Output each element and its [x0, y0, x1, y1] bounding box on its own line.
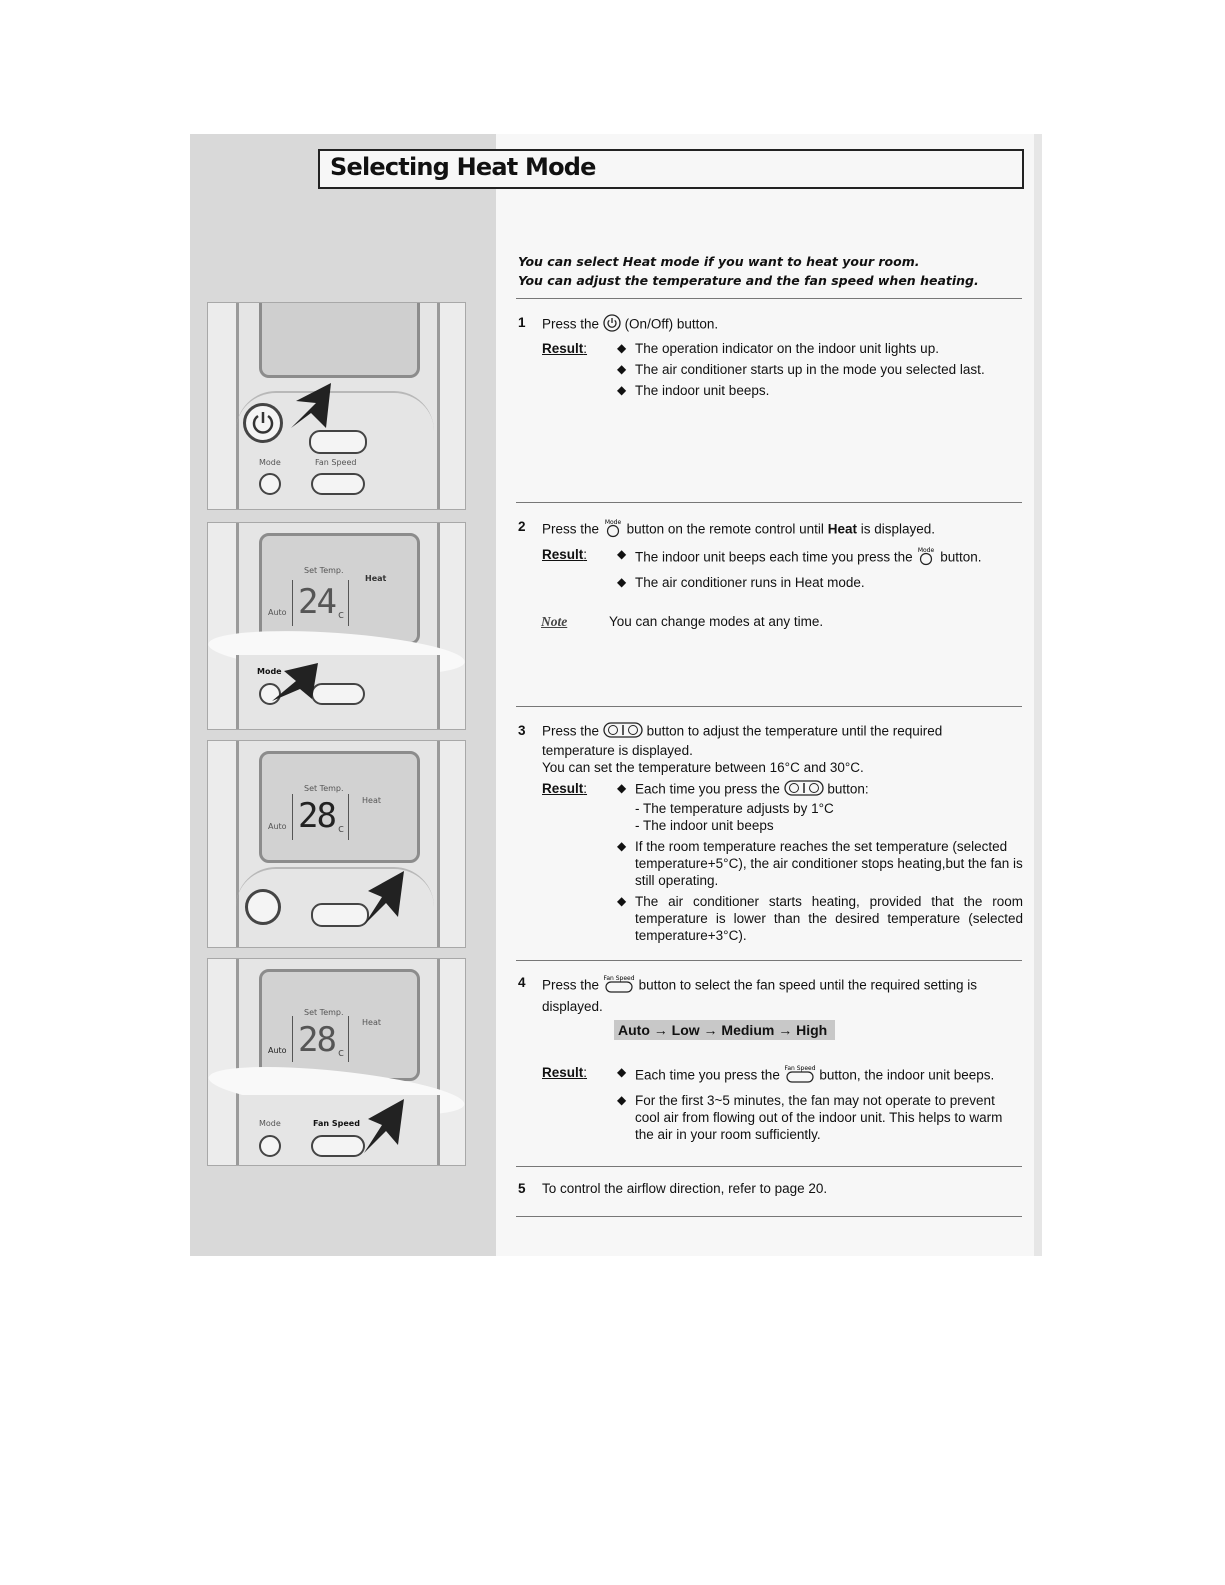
lcd-temp: 28: [298, 1020, 335, 1060]
bullet: ◆ For the first 3~5 minutes, the fan may not operate to prevent cool air from flowing out of the indoor unit. This helps to warm the air in your room sufficiently.: [617, 1092, 1023, 1143]
fan-speed-label: Fan Speed: [313, 1119, 360, 1128]
remote-illustration-mode: [207, 522, 466, 730]
page-title: Selecting Heat Mode: [330, 153, 596, 181]
fan-speed-button-icon: [603, 974, 635, 998]
bullet: ◆ The indoor unit beeps each time you press the Mode button.: [617, 546, 1023, 570]
fan-speed-sequence: Auto → Low → Medium → High: [614, 1020, 835, 1040]
svg-text:Mode: Mode: [604, 519, 621, 526]
bullet: ◆ The indoor unit beeps.: [617, 382, 1023, 399]
bullet: ◆ The operation indicator on the indoor unit lights up.: [617, 340, 1023, 357]
divider: [516, 706, 1022, 707]
temp-button-icon: [603, 722, 643, 742]
bullet: ◆ Each time you press the button:: [617, 780, 1023, 800]
remote-illustration-fan: [207, 958, 466, 1166]
note: [542, 613, 1023, 630]
step-4: 4 Press the Fan Speed button to select the fan speed until the required setting is displayed.: [518, 975, 978, 1014]
power-icon: [603, 314, 621, 336]
step-1: 1 Press the (On/Off) button. Result: ◆ The operation indicator on the indoor unit lights up. ◆ The air conditioner starts up in the mode you selected last. ◆ The indoor unit beeps.: [518, 314, 1023, 399]
mode-button-icon: [259, 473, 281, 495]
step-2: 2 Press the Mode button on the remote control until Heat is displayed. Result: ◆ The indoor unit beeps each time you press the Mode button. ◆ The air conditioner runs in Heat mode. Note You can change modes at any time.: [518, 518, 1023, 630]
svg-text:Fan Speed: Fan Speed: [603, 975, 635, 982]
mode-button-icon: [916, 546, 936, 570]
divider: [516, 298, 1022, 299]
remote-illustration-temp: [207, 740, 466, 948]
remote-body: [236, 303, 440, 510]
mode-button-icon: [259, 1135, 281, 1157]
power-button-icon: [243, 403, 283, 443]
step-number: 3: [518, 723, 526, 738]
power-button-icon: [245, 889, 281, 925]
divider: [516, 1216, 1022, 1217]
divider: [516, 1166, 1022, 1167]
step-4-result: [518, 1064, 1023, 1143]
mode-label: Mode: [259, 458, 281, 467]
svg-text:Mode: Mode: [918, 547, 935, 554]
svg-text:Fan Speed: Fan Speed: [784, 1065, 816, 1072]
fan-button-icon: [311, 1135, 365, 1157]
lcd-screen: Set Temp. Auto Heat 28 c: [259, 751, 420, 863]
temp-button-icon: [784, 780, 824, 800]
intro-line: You can adjust the temperature and the fan speed when heating.: [518, 273, 979, 288]
note-text: You can change modes at any time.: [609, 614, 824, 629]
result-label: Result:: [542, 781, 588, 796]
remote-body: [236, 741, 440, 948]
step-3: 3 Press the button to adjust the temperature until the required temperature is displayed. You can set the temperature between 16°C and 30°C. Result: ◆ Each time you press the button: - The temperature adjusts by 1°C - The indoor unit beeps ◆ If the room temperature reaches the set temperature (selected temperature+5°C), the air conditioner stops heating,but the fan is still operating. ◆ The air conditioner starts heating, provided that the room temperature is lower than the desired temperature (selected temperature+3°C).: [518, 722, 1023, 944]
divider: [516, 502, 1022, 503]
pointer-arrow-icon: [358, 1099, 408, 1155]
lcd-screen: Set Temp. Auto Heat 24 c: [259, 533, 420, 645]
sub-item: - The indoor unit beeps: [635, 818, 774, 833]
intro-text: [518, 252, 1038, 290]
bullet: ◆ The air conditioner runs in Heat mode.: [617, 574, 1023, 591]
result-label: Result:: [542, 1065, 588, 1080]
lcd-temp: 24: [298, 582, 335, 622]
result-label: Result:: [542, 547, 588, 562]
intro-line: You can select Heat mode if you want to heat your room.: [518, 254, 920, 269]
step-5: 5 To control the airflow direction, refer to page 20.: [518, 1181, 828, 1196]
sub-item: - The temperature adjusts by 1°C: [635, 801, 834, 816]
mode-button-icon: [603, 518, 623, 542]
remote-illustration-power: [207, 302, 466, 510]
step-number: 5: [518, 1181, 526, 1196]
fan-button-icon: [311, 473, 365, 495]
pointer-arrow-icon: [286, 383, 336, 433]
page-edge: [1034, 134, 1042, 1256]
lcd-temp: 28: [298, 796, 335, 836]
lcd-screen: Set Temp. Auto Heat 28 c: [259, 969, 420, 1081]
fan-speed-label: Fan Speed: [315, 458, 357, 467]
mode-label: Mode: [259, 1119, 281, 1128]
pointer-arrow-icon: [358, 871, 408, 927]
lcd-screen: [259, 303, 420, 378]
note-label: Note: [541, 614, 568, 629]
step-number: 2: [518, 519, 526, 534]
manual-page: [190, 134, 1042, 1256]
pointer-arrow-icon: [270, 663, 320, 703]
title-box: [318, 149, 1024, 189]
divider: [516, 960, 1022, 961]
result-label: Result:: [542, 341, 588, 356]
bullet: ◆ Each time you press the Fan Speed button, the indoor unit beeps.: [617, 1064, 1023, 1088]
fan-speed-button-icon: [784, 1064, 816, 1088]
step-number: 1: [518, 315, 526, 330]
bullet: ◆ The air conditioner starts up in the mode you selected last.: [617, 361, 1023, 378]
temp-button-icon: [309, 430, 367, 454]
bullet: ◆ The air conditioner starts heating, provided that the room temperature is lower than the desired temperature (selected temperature+3°C).: [617, 893, 1023, 944]
step-number: 4: [518, 975, 526, 990]
mode-label: Mode: [257, 667, 282, 676]
bullet: ◆ If the room temperature reaches the set temperature (selected temperature+5°C), the air conditioner stops heating,but the fan is still operating.: [617, 838, 1023, 889]
